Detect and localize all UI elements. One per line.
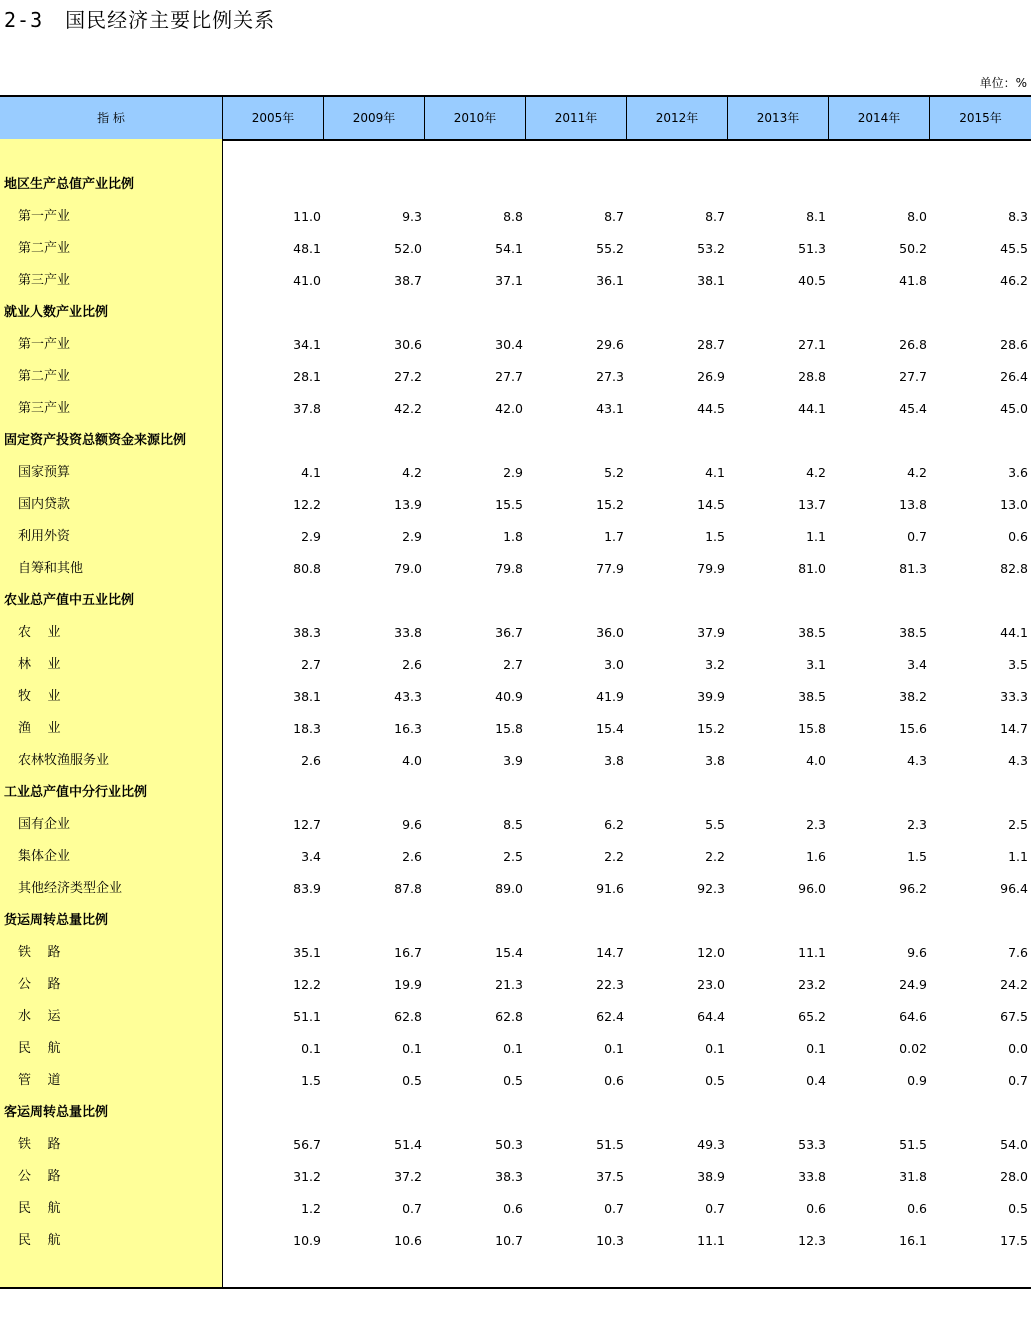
cell-value: 44.1 [1000, 625, 1028, 640]
cell-value: 3.4 [301, 849, 321, 864]
cell-value: 26.8 [899, 337, 927, 352]
cell-value: 92.3 [697, 881, 725, 896]
cell-value: 51.3 [798, 241, 826, 256]
cell-value: 50.2 [899, 241, 927, 256]
table-row [0, 1193, 1031, 1225]
cell-value: 10.6 [394, 1233, 422, 1248]
cell-value: 2.7 [503, 657, 523, 672]
cell-value: 0.5 [402, 1073, 422, 1088]
cell-value: 13.7 [798, 497, 826, 512]
cell-value: 11.1 [697, 1233, 725, 1248]
cell-value: 9.3 [402, 209, 422, 224]
cell-value: 23.2 [798, 977, 826, 992]
row-label: 公 路 [18, 1169, 61, 1184]
row-label: 自筹和其他 [18, 561, 84, 576]
cell-value: 15.8 [495, 721, 523, 736]
cell-value: 28.7 [697, 337, 725, 352]
cell-value: 9.6 [907, 945, 927, 960]
cell-value: 0.6 [907, 1201, 927, 1216]
row-label: 国有企业 [18, 817, 71, 832]
cell-value: 3.6 [1008, 465, 1028, 480]
table-row [0, 553, 1031, 585]
cell-value: 3.8 [604, 753, 624, 768]
cell-value: 30.6 [394, 337, 422, 352]
cell-value: 4.1 [705, 465, 725, 480]
cell-value: 38.7 [394, 273, 422, 288]
cell-value: 3.8 [705, 753, 725, 768]
cell-value: 41.8 [899, 273, 927, 288]
cell-value: 52.0 [394, 241, 422, 256]
section-row [0, 425, 1031, 457]
cell-value: 0.5 [705, 1073, 725, 1088]
cell-value: 35.1 [293, 945, 321, 960]
cell-value: 79.9 [697, 561, 725, 576]
row-label: 其他经济类型企业 [18, 881, 123, 896]
header-year: 2014年 [828, 97, 929, 139]
cell-value: 2.2 [705, 849, 725, 864]
cell-value: 45.4 [899, 401, 927, 416]
cell-value: 37.1 [495, 273, 523, 288]
cell-value: 4.0 [806, 753, 826, 768]
cell-value: 27.1 [798, 337, 826, 352]
cell-value: 62.8 [394, 1009, 422, 1024]
cell-value: 2.9 [402, 529, 422, 544]
table-row [0, 1225, 1031, 1257]
cell-value: 49.3 [697, 1137, 725, 1152]
cell-value: 3.4 [907, 657, 927, 672]
table-row [0, 713, 1031, 745]
cell-value: 0.1 [301, 1041, 321, 1056]
table-row [0, 329, 1031, 361]
cell-value: 27.7 [899, 369, 927, 384]
cell-value: 3.9 [503, 753, 523, 768]
cell-value: 38.1 [293, 689, 321, 704]
cell-value: 0.6 [806, 1201, 826, 1216]
cell-value: 11.1 [798, 945, 826, 960]
cell-value: 1.8 [503, 529, 523, 544]
cell-value: 96.0 [798, 881, 826, 896]
cell-value: 53.3 [798, 1137, 826, 1152]
row-label: 农 业 [18, 625, 61, 640]
cell-value: 5.2 [604, 465, 624, 480]
cell-value: 6.2 [604, 817, 624, 832]
cell-value: 27.2 [394, 369, 422, 384]
cell-value: 15.4 [495, 945, 523, 960]
cell-value: 0.1 [503, 1041, 523, 1056]
header-indicator: 指 标 [97, 111, 125, 125]
cell-value: 2.3 [907, 817, 927, 832]
row-label: 第二产业 [18, 241, 71, 256]
cell-value: 43.1 [596, 401, 624, 416]
cell-value: 2.9 [301, 529, 321, 544]
cell-value: 38.2 [899, 689, 927, 704]
table-row [0, 457, 1031, 489]
table-row [0, 233, 1031, 265]
row-label: 第一产业 [18, 209, 71, 224]
cell-value: 10.9 [293, 1233, 321, 1248]
cell-value: 0.1 [402, 1041, 422, 1056]
section-label: 固定资产投资总额资金来源比例 [4, 433, 187, 448]
header-year: 2012年 [626, 97, 727, 139]
row-label: 第三产业 [18, 273, 71, 288]
cell-value: 2.2 [604, 849, 624, 864]
table-row [0, 489, 1031, 521]
row-label: 铁 路 [18, 1137, 61, 1152]
cell-value: 2.3 [806, 817, 826, 832]
cell-value: 2.6 [301, 753, 321, 768]
cell-value: 15.4 [596, 721, 624, 736]
cell-value: 4.3 [907, 753, 927, 768]
cell-value: 8.0 [907, 209, 927, 224]
cell-value: 4.2 [907, 465, 927, 480]
table-row [0, 937, 1031, 969]
cell-value: 21.3 [495, 977, 523, 992]
section-label: 农业总产值中五业比例 [4, 593, 135, 608]
section-label: 就业人数产业比例 [4, 305, 109, 320]
cell-value: 38.9 [697, 1169, 725, 1184]
cell-value: 2.6 [402, 849, 422, 864]
cell-value: 4.0 [402, 753, 422, 768]
section-row [0, 585, 1031, 617]
cell-value: 0.0 [1008, 1041, 1028, 1056]
cell-value: 15.5 [495, 497, 523, 512]
cell-value: 42.0 [495, 401, 523, 416]
cell-value: 12.0 [697, 945, 725, 960]
section-row [0, 169, 1031, 201]
cell-value: 46.2 [1000, 273, 1028, 288]
cell-value: 56.7 [293, 1137, 321, 1152]
cell-value: 26.4 [1000, 369, 1028, 384]
table-row [0, 969, 1031, 1001]
cell-value: 23.0 [697, 977, 725, 992]
cell-value: 28.0 [1000, 1169, 1028, 1184]
cell-value: 38.5 [798, 689, 826, 704]
cell-value: 33.3 [1000, 689, 1028, 704]
cell-value: 51.5 [596, 1137, 624, 1152]
table-bottom-rule [0, 1287, 1031, 1289]
cell-value: 38.3 [495, 1169, 523, 1184]
section-label: 地区生产总值产业比例 [4, 177, 135, 192]
cell-value: 42.2 [394, 401, 422, 416]
cell-value: 37.2 [394, 1169, 422, 1184]
cell-value: 8.7 [705, 209, 725, 224]
cell-value: 12.2 [293, 497, 321, 512]
row-label: 第三产业 [18, 401, 71, 416]
cell-value: 54.1 [495, 241, 523, 256]
cell-value: 14.7 [596, 945, 624, 960]
cell-value: 36.7 [495, 625, 523, 640]
cell-value: 77.9 [596, 561, 624, 576]
cell-value: 34.1 [293, 337, 321, 352]
table-row [0, 681, 1031, 713]
table-row [0, 649, 1031, 681]
cell-value: 10.3 [596, 1233, 624, 1248]
section-label: 工业总产值中分行业比例 [4, 785, 148, 800]
cell-value: 30.4 [495, 337, 523, 352]
cell-value: 38.3 [293, 625, 321, 640]
cell-value: 10.7 [495, 1233, 523, 1248]
row-label: 管 道 [18, 1073, 61, 1088]
cell-value: 3.2 [705, 657, 725, 672]
cell-value: 62.8 [495, 1009, 523, 1024]
row-label: 第一产业 [18, 337, 71, 352]
row-label: 牧 业 [18, 689, 61, 704]
cell-value: 64.6 [899, 1009, 927, 1024]
cell-value: 39.9 [697, 689, 725, 704]
cell-value: 0.1 [806, 1041, 826, 1056]
cell-value: 1.1 [806, 529, 826, 544]
cell-value: 15.2 [697, 721, 725, 736]
cell-value: 31.2 [293, 1169, 321, 1184]
cell-value: 38.1 [697, 273, 725, 288]
table-header [0, 95, 1031, 141]
table-row [0, 361, 1031, 393]
cell-value: 1.6 [806, 849, 826, 864]
row-label: 民 航 [18, 1041, 61, 1056]
cell-value: 28.8 [798, 369, 826, 384]
cell-value: 37.9 [697, 625, 725, 640]
page-title [4, 4, 275, 33]
row-label: 林 业 [18, 657, 61, 672]
table-row [0, 265, 1031, 297]
cell-value: 44.5 [697, 401, 725, 416]
cell-value: 0.9 [907, 1073, 927, 1088]
cell-value: 8.1 [806, 209, 826, 224]
cell-value: 65.2 [798, 1009, 826, 1024]
cell-value: 24.2 [1000, 977, 1028, 992]
cell-value: 55.2 [596, 241, 624, 256]
table-row [0, 745, 1031, 777]
table-row [0, 873, 1031, 905]
row-label: 国家预算 [18, 465, 71, 480]
table-row [0, 201, 1031, 233]
cell-value: 36.1 [596, 273, 624, 288]
cell-value: 54.0 [1000, 1137, 1028, 1152]
cell-value: 7.6 [1008, 945, 1028, 960]
cell-value: 3.0 [604, 657, 624, 672]
table-row [0, 1001, 1031, 1033]
cell-value: 14.7 [1000, 721, 1028, 736]
cell-value: 0.6 [1008, 529, 1028, 544]
cell-value: 18.3 [293, 721, 321, 736]
table-row [0, 521, 1031, 553]
cell-value: 64.4 [697, 1009, 725, 1024]
row-label: 利用外资 [18, 529, 71, 544]
cell-value: 16.1 [899, 1233, 927, 1248]
cell-value: 1.1 [1008, 849, 1028, 864]
cell-value: 0.6 [604, 1073, 624, 1088]
cell-value: 79.0 [394, 561, 422, 576]
row-label: 渔 业 [18, 721, 61, 736]
row-label: 公 路 [18, 977, 61, 992]
cell-value: 0.5 [503, 1073, 523, 1088]
cell-value: 0.02 [899, 1041, 927, 1056]
cell-value: 37.8 [293, 401, 321, 416]
table-title: 国民经济主要比例关系 [65, 8, 276, 32]
table-row [0, 1161, 1031, 1193]
cell-value: 44.1 [798, 401, 826, 416]
cell-value: 22.3 [596, 977, 624, 992]
cell-value: 16.3 [394, 721, 422, 736]
cell-value: 1.5 [301, 1073, 321, 1088]
cell-value: 29.6 [596, 337, 624, 352]
header-year: 2013年 [727, 97, 828, 139]
cell-value: 0.5 [1008, 1201, 1028, 1216]
row-label: 铁 路 [18, 945, 61, 960]
cell-value: 4.3 [1008, 753, 1028, 768]
section-row [0, 777, 1031, 809]
cell-value: 91.6 [596, 881, 624, 896]
cell-value: 51.5 [899, 1137, 927, 1152]
cell-value: 81.3 [899, 561, 927, 576]
cell-value: 12.7 [293, 817, 321, 832]
cell-value: 2.7 [301, 657, 321, 672]
table-number: 2-3 [4, 8, 44, 32]
cell-value: 31.8 [899, 1169, 927, 1184]
cell-value: 87.8 [394, 881, 422, 896]
cell-value: 38.5 [798, 625, 826, 640]
cell-value: 1.2 [301, 1201, 321, 1216]
cell-value: 13.9 [394, 497, 422, 512]
cell-value: 15.8 [798, 721, 826, 736]
cell-value: 0.1 [705, 1041, 725, 1056]
header-year: 2015年 [929, 97, 1031, 139]
cell-value: 0.1 [604, 1041, 624, 1056]
cell-value: 0.7 [907, 529, 927, 544]
section-label: 货运周转总量比例 [4, 913, 109, 928]
cell-value: 28.6 [1000, 337, 1028, 352]
section-row [0, 1097, 1031, 1129]
cell-value: 96.2 [899, 881, 927, 896]
header-year: 2011年 [525, 97, 626, 139]
cell-value: 0.6 [503, 1201, 523, 1216]
row-label: 水 运 [18, 1009, 61, 1024]
cell-value: 40.9 [495, 689, 523, 704]
table-row [0, 841, 1031, 873]
cell-value: 2.9 [503, 465, 523, 480]
row-label: 第二产业 [18, 369, 71, 384]
cell-value: 1.5 [705, 529, 725, 544]
cell-value: 19.9 [394, 977, 422, 992]
table-row [0, 617, 1031, 649]
cell-value: 12.2 [293, 977, 321, 992]
cell-value: 2.5 [1008, 817, 1028, 832]
cell-value: 24.9 [899, 977, 927, 992]
cell-value: 8.8 [503, 209, 523, 224]
cell-value: 16.7 [394, 945, 422, 960]
section-label: 客运周转总量比例 [4, 1105, 109, 1120]
cell-value: 15.2 [596, 497, 624, 512]
row-label: 民 航 [18, 1201, 61, 1216]
cell-value: 41.9 [596, 689, 624, 704]
cell-value: 33.8 [394, 625, 422, 640]
cell-value: 27.3 [596, 369, 624, 384]
cell-value: 0.7 [1008, 1073, 1028, 1088]
cell-value: 28.1 [293, 369, 321, 384]
cell-value: 8.3 [1008, 209, 1028, 224]
row-label: 民 航 [18, 1233, 61, 1248]
table-row [0, 1065, 1031, 1097]
cell-value: 27.7 [495, 369, 523, 384]
cell-value: 41.0 [293, 273, 321, 288]
cell-value: 81.0 [798, 561, 826, 576]
cell-value: 83.9 [293, 881, 321, 896]
unit-label: 单位：% [979, 76, 1027, 90]
cell-value: 53.2 [697, 241, 725, 256]
cell-value: 79.8 [495, 561, 523, 576]
row-label: 农林牧渔服务业 [18, 753, 110, 768]
cell-value: 48.1 [293, 241, 321, 256]
cell-value: 45.0 [1000, 401, 1028, 416]
cell-value: 40.5 [798, 273, 826, 288]
cell-value: 14.5 [697, 497, 725, 512]
cell-value: 15.6 [899, 721, 927, 736]
cell-value: 8.7 [604, 209, 624, 224]
cell-value: 33.8 [798, 1169, 826, 1184]
cell-value: 0.7 [604, 1201, 624, 1216]
cell-value: 3.5 [1008, 657, 1028, 672]
cell-value: 13.0 [1000, 497, 1028, 512]
cell-value: 17.5 [1000, 1233, 1028, 1248]
cell-value: 2.5 [503, 849, 523, 864]
cell-value: 43.3 [394, 689, 422, 704]
cell-value: 38.5 [899, 625, 927, 640]
cell-value: 26.9 [697, 369, 725, 384]
table-row [0, 1129, 1031, 1161]
cell-value: 2.6 [402, 657, 422, 672]
row-label: 集体企业 [18, 849, 71, 864]
section-row [0, 905, 1031, 937]
cell-value: 13.8 [899, 497, 927, 512]
row-label: 国内贷款 [18, 497, 71, 512]
cell-value: 45.5 [1000, 241, 1028, 256]
table-row [0, 393, 1031, 425]
section-row [0, 297, 1031, 329]
cell-value: 8.5 [503, 817, 523, 832]
cell-value: 1.5 [907, 849, 927, 864]
cell-value: 37.5 [596, 1169, 624, 1184]
cell-value: 96.4 [1000, 881, 1028, 896]
cell-value: 51.4 [394, 1137, 422, 1152]
header-year: 2005年 [222, 97, 323, 139]
cell-value: 62.4 [596, 1009, 624, 1024]
cell-value: 89.0 [495, 881, 523, 896]
cell-value: 5.5 [705, 817, 725, 832]
cell-value: 4.2 [806, 465, 826, 480]
cell-value: 4.1 [301, 465, 321, 480]
cell-value: 3.1 [806, 657, 826, 672]
cell-value: 36.0 [596, 625, 624, 640]
cell-value: 9.6 [402, 817, 422, 832]
cell-value: 0.7 [705, 1201, 725, 1216]
cell-value: 51.1 [293, 1009, 321, 1024]
header-year: 2010年 [424, 97, 525, 139]
table-row [0, 1033, 1031, 1065]
cell-value: 67.5 [1000, 1009, 1028, 1024]
cell-value: 11.0 [293, 209, 321, 224]
cell-value: 1.7 [604, 529, 624, 544]
cell-value: 12.3 [798, 1233, 826, 1248]
cell-value: 80.8 [293, 561, 321, 576]
cell-value: 82.8 [1000, 561, 1028, 576]
table-row [0, 809, 1031, 841]
header-year: 2009年 [323, 97, 424, 139]
cell-value: 4.2 [402, 465, 422, 480]
cell-value: 50.3 [495, 1137, 523, 1152]
cell-value: 0.4 [806, 1073, 826, 1088]
cell-value: 0.7 [402, 1201, 422, 1216]
